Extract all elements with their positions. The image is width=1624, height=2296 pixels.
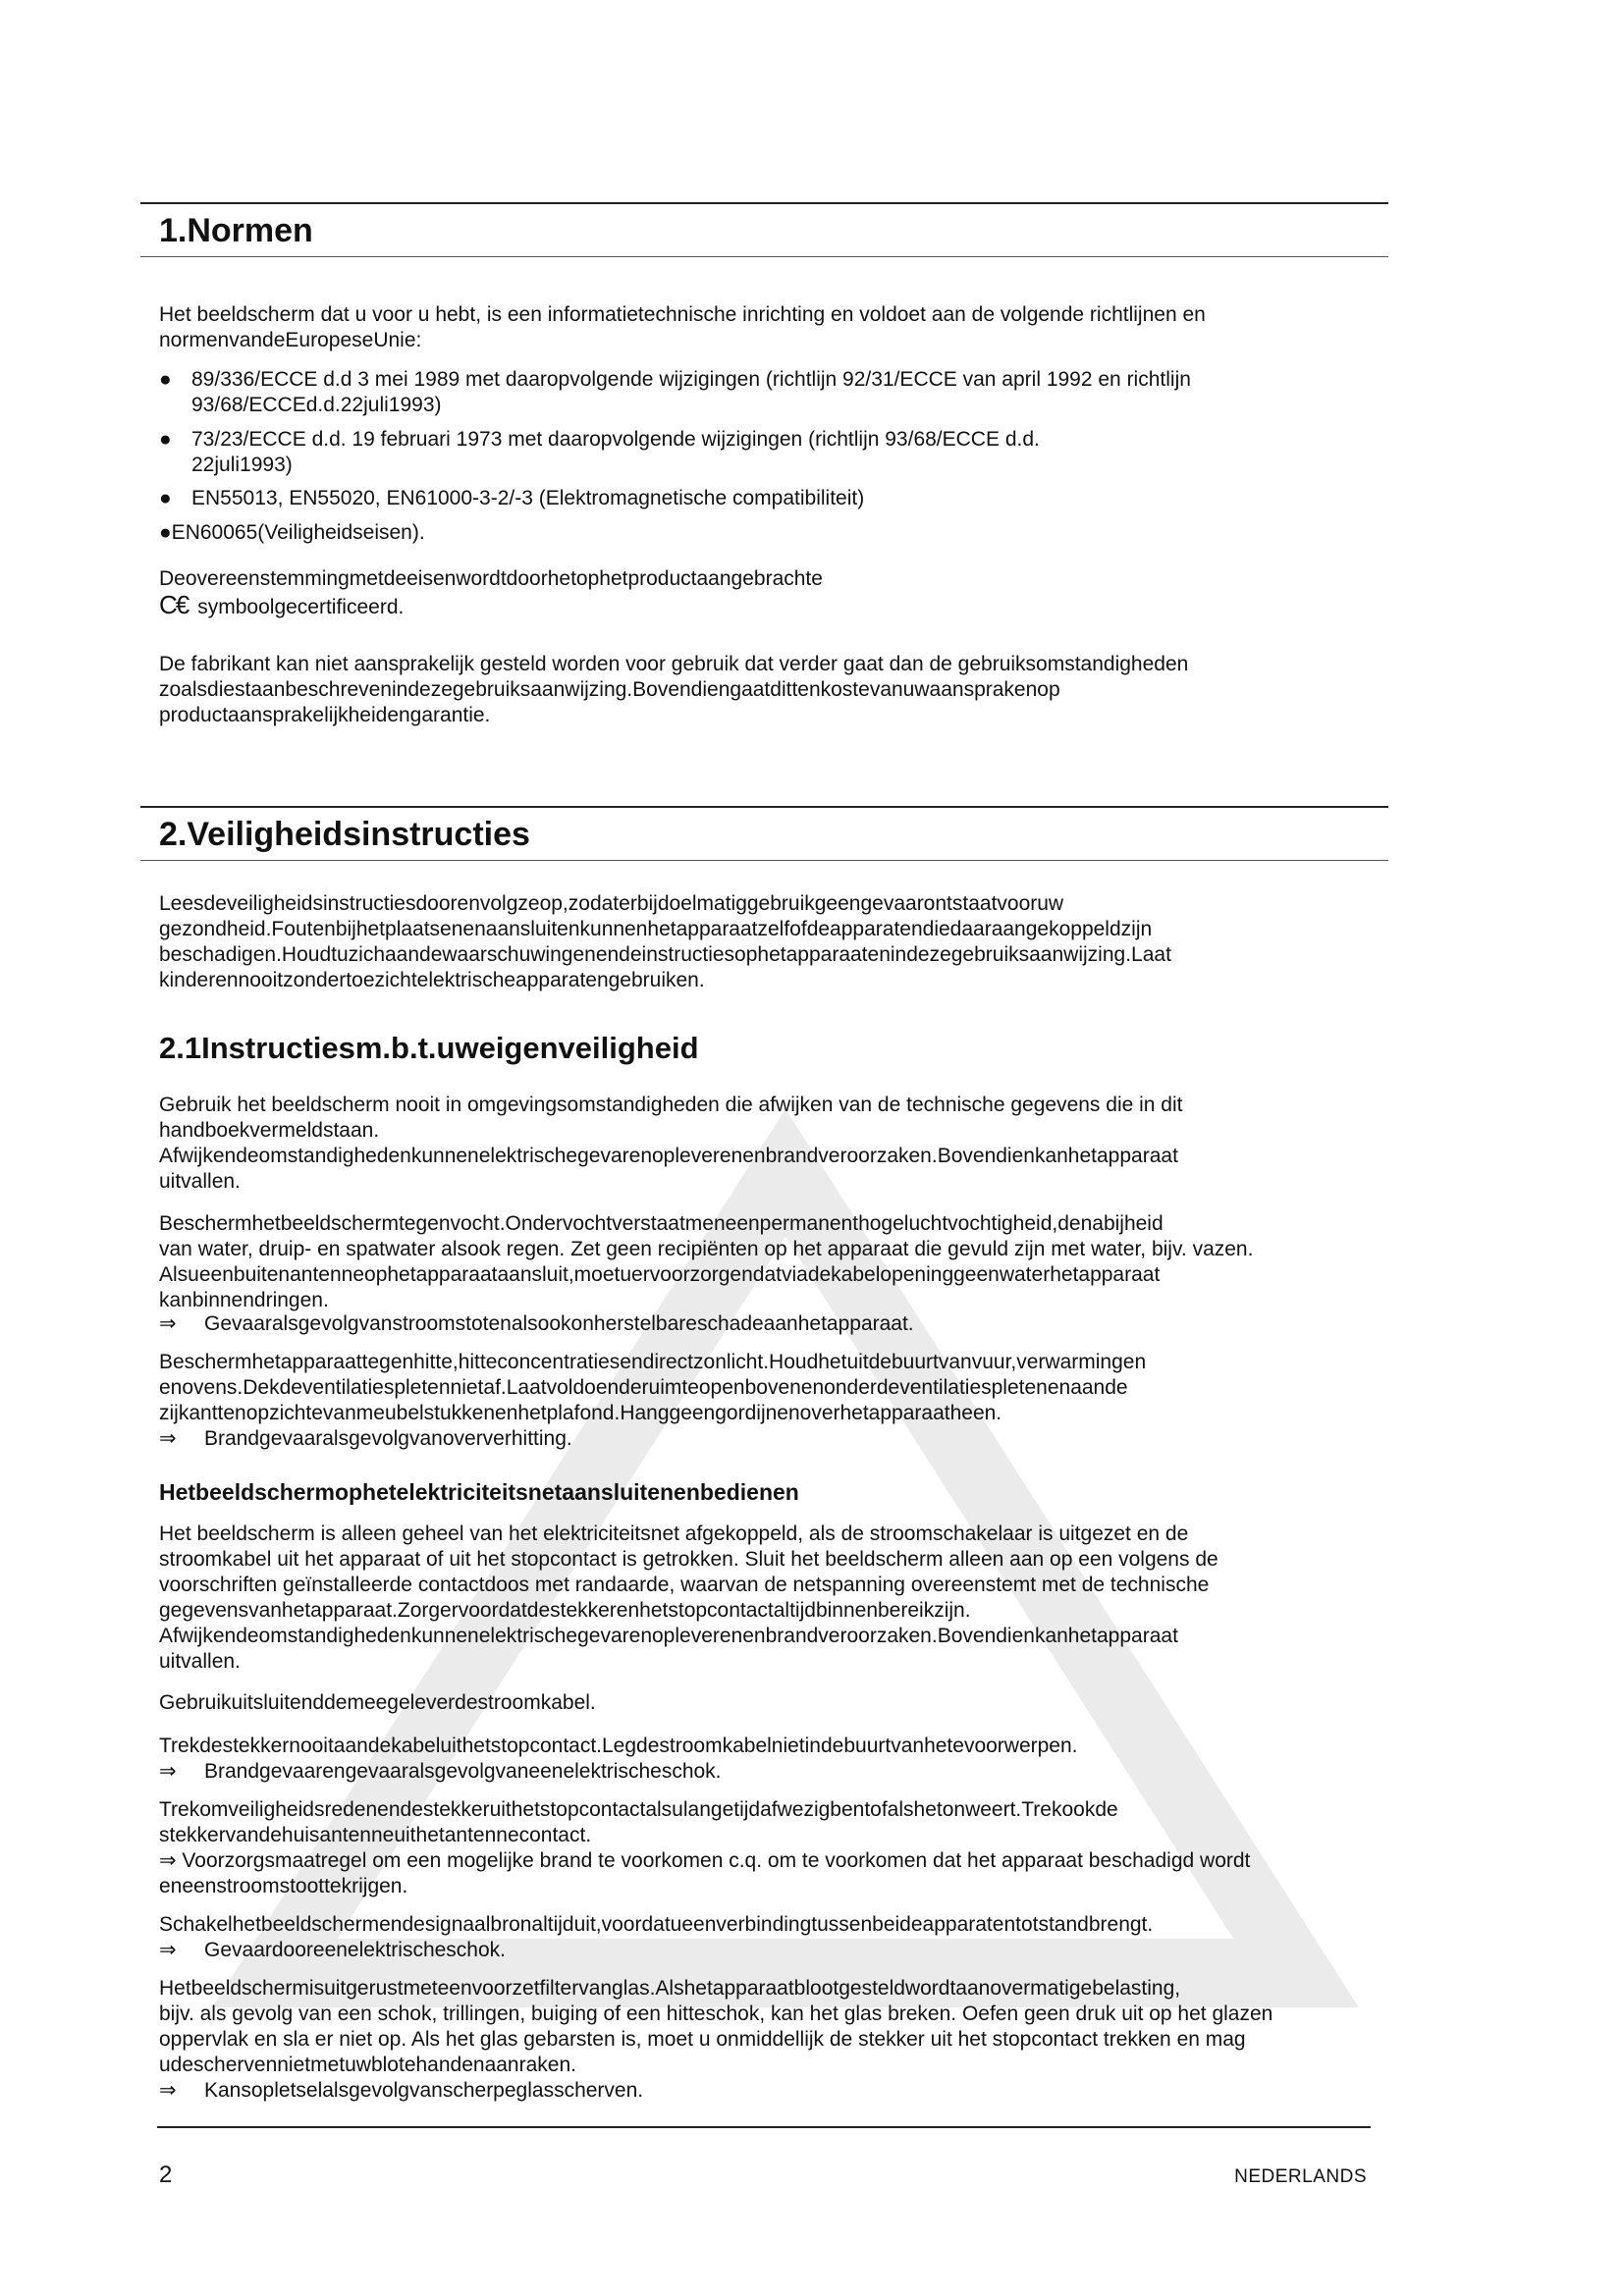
arrow-icon: ⇒ bbox=[159, 1427, 177, 1450]
paragraph: Gebruik het beeldscherm nooit in omgevingsomstandigheden die afwijken van de technische gegevens die in dit handboekvermeldstaan. Afwijkendeomstandighedenkunnenelektrischegevarenopleverenenbrandveroorzaken.Bovendienkanhetapparaat uitvallen. bbox=[159, 1094, 1183, 1193]
consequence-note: ⇒ Gevaaralsgevolgvanstroomstotenalsookonherstelbareschadeaanhetapparaat. bbox=[159, 1312, 914, 1335]
consequence-note: ⇒ Brandgevaarengevaaralsgevolgvaneenelektrischeschok. bbox=[159, 1760, 722, 1783]
consequence-note: ⇒ Voorzorgsmaatregel om een mogelijke brand te voorkomen c.q. om te voorkomen dat het apparaat beschadigd wordt eneenstroomstoottekrijgen. bbox=[159, 1849, 1251, 1897]
arrow-icon: ⇒ bbox=[159, 1760, 177, 1783]
liability-paragraph: De fabrikant kan niet aansprakelijk gesteld worden voor gebruik dat verder gaat dan de gebruiksomstandigheden zoalsdiestaanbeschrevenindezegebruiksaanwijzing.Bovendiengaatdittenkostevanuwaansprakenop productaansprakelijkheidengarantie. bbox=[159, 653, 1189, 726]
consequence-note: ⇒ Gevaardooreenelektrischeschok. bbox=[159, 1939, 507, 1961]
paragraph: Beschermhetbeeldschermtegenvocht.Ondervochtverstaatmeneenpermanenthogeluchtvochtigheid,denabijheid van water, druip- en spatwater alsook regen. Zet geen recipiënten op het apparaat die gevuld zijn met water, bijv. vazen. Alsueenbuitenantenneophetapparaataansluit,moetuervoorzorgendatviadekabelopeninggeenwaterhetapparaat kanbinnendringen. bbox=[159, 1212, 1254, 1311]
section1-title: 1.Normen bbox=[159, 212, 313, 249]
conformity-ce-line: C€ symboolgecertificeerd. bbox=[159, 590, 405, 619]
paragraph: Hetbeeldschermisuitgerustmeteenvoorzetfiltervanglas.Alshetapparaatblootgesteldwordtaanovermatigebelasting, bijv. als gevolg van een schok, trillingen, buiging of een hitteschok, kan het glas breken. Oefen geen druk uit op het glazen oppervlak en sla er niet op. Als het glas gebarsten is, moet u onmiddellijk de stekker uit het stopcontact trekken en mag udeschervennietmetuwblotehandenaanraken. bbox=[159, 1977, 1273, 2076]
bullet-icon: ● bbox=[159, 368, 172, 391]
section1-top-rule bbox=[140, 202, 1388, 204]
arrow-icon: ⇒ bbox=[159, 1939, 177, 1961]
section1-bottom-rule bbox=[140, 256, 1388, 257]
list-item: ● 89/336/ECCE d.d 3 mei 1989 met daaropvolgende wijzigingen (richtlijn 92/31/ECCE van april 1992 en richtlijn 93/68/ECCEd.d.22juli1993) bbox=[159, 368, 1191, 416]
section2-top-rule bbox=[140, 806, 1388, 808]
list-item: ● 73/23/ECCE d.d. 19 februari 1973 met daaropvolgende wijzigingen (richtlijn 93/68/ECCE d.d. 22juli1993) bbox=[159, 428, 1040, 476]
arrow-icon: ⇒ bbox=[159, 1312, 177, 1335]
consequence-note: ⇒ Brandgevaaralsgevolgvanoververhitting. bbox=[159, 1427, 572, 1450]
list-item-last: ●EN60065(Veiligheidseisen). bbox=[159, 521, 425, 544]
paragraph: Schakelhetbeeldschermendesignaalbronaltijduit,voordatueenverbindingtussenbeideapparatentotstandbrengt. bbox=[159, 1913, 1154, 1936]
paragraph: Trekdestekkernooitaandekabeluithetstopcontact.Legdestroomkabelnietindebuurtvanhetevoorwerpen. bbox=[159, 1735, 1078, 1757]
language-label: NEDERLANDS bbox=[1234, 2166, 1367, 2187]
paragraph: Trekomveiligheidsredenendestekkeruithetstopcontactalsulangetijdafwezigbentofalshetonweert.Trekookde stekkervandehuisantenneuithetantennecontact. bbox=[159, 1798, 1118, 1846]
consequence-note: ⇒ Kansopletselalsgevolgvanscherpeglasscherven. bbox=[159, 2079, 644, 2102]
section2-intro: Leesdeveiligheidsinstructiesdoorenvolgzeop,zodaterbijdoelmatiggebruikgeengevaarontstaatvooruw gezondheid.Foutenbijhetplaatsenenaansluitenkunnenhetapparaatzelfofdeapparatendiedaaraangekoppeldzijn beschadigen.Houdtuzichaandewaarschuwingenendeinstructiesophetapparaatenindezegebruiksaanwijzing.Laat kinderennooitzondertoezichtelektrischeapparatengebruiken. bbox=[159, 892, 1171, 991]
bullet-icon: ● bbox=[159, 428, 172, 451]
list-item: ● EN55013, EN55020, EN61000-3-2/-3 (Elektromagnetische compatibiliteit) bbox=[159, 487, 865, 509]
paragraph: Het beeldscherm is alleen geheel van het elektriciteitsnet afgekoppeld, als de stroomschakelaar is uitgezet en de stroomkabel uit het apparaat of uit het stopcontact is getrokken. Sluit het beeldscherm alleen aan op een volgens de voorschriften geïnstalleerde contactdoos met randaarde, waarvan de netspanning overeenstemt met de technische gegevensvanhetapparaat.Zorgervoordatdestekkerenhetstopcontactaltijdbinnenbereikzijn. Afwijkendeomstandighedenkunnenelektrischegevarenopleverenenbrandveroorzaken.Bovendienkanhetapparaat uitvallen. bbox=[159, 1522, 1218, 1673]
section1-intro: Het beeldscherm dat u voor u hebt, is een informatietechnische inrichting en voldoet aan de volgende richtlijnen en normenvandeEuropeseUnie: bbox=[159, 303, 1206, 351]
paragraph: Beschermhetapparaattegenhitte,hitteconcentratiesendirectzonlicht.Houdhetuitdebuurtvanvuur,verwarmingen enovens.Dekdeventilatiespletennietaf.Laatvoldoenderuimteopenbovenenonderdeventilatiespletenenaande zijkanttenopzichtevanmeubelstukkenenhetplafond.Hanggeengordijnenoverhetapparaatheen. bbox=[159, 1351, 1147, 1424]
arrow-icon: ⇒ bbox=[159, 2079, 177, 2102]
ce-mark-icon: C€ bbox=[159, 590, 189, 619]
section2-title: 2.Veiligheidsinstructies bbox=[159, 816, 530, 853]
footer-rule bbox=[157, 2126, 1371, 2128]
bullet-icon: ● bbox=[159, 487, 172, 509]
conformity-text: Deovereenstemmingmetdeeisenwordtdoorhetophetproductaangebrachte bbox=[159, 567, 823, 590]
subsection-title: Hetbeeldschermophetelektriciteitsnetaansluitenenbedienen bbox=[159, 1479, 799, 1505]
page-number: 2 bbox=[159, 2162, 173, 2188]
section21-title: 2.1Instructiesm.b.t.uweigenveiligheid bbox=[159, 1031, 699, 1065]
paragraph: Gebruikuitsluitenddemeegeleverdestroomkabel. bbox=[159, 1691, 596, 1714]
section2-bottom-rule bbox=[140, 860, 1388, 861]
